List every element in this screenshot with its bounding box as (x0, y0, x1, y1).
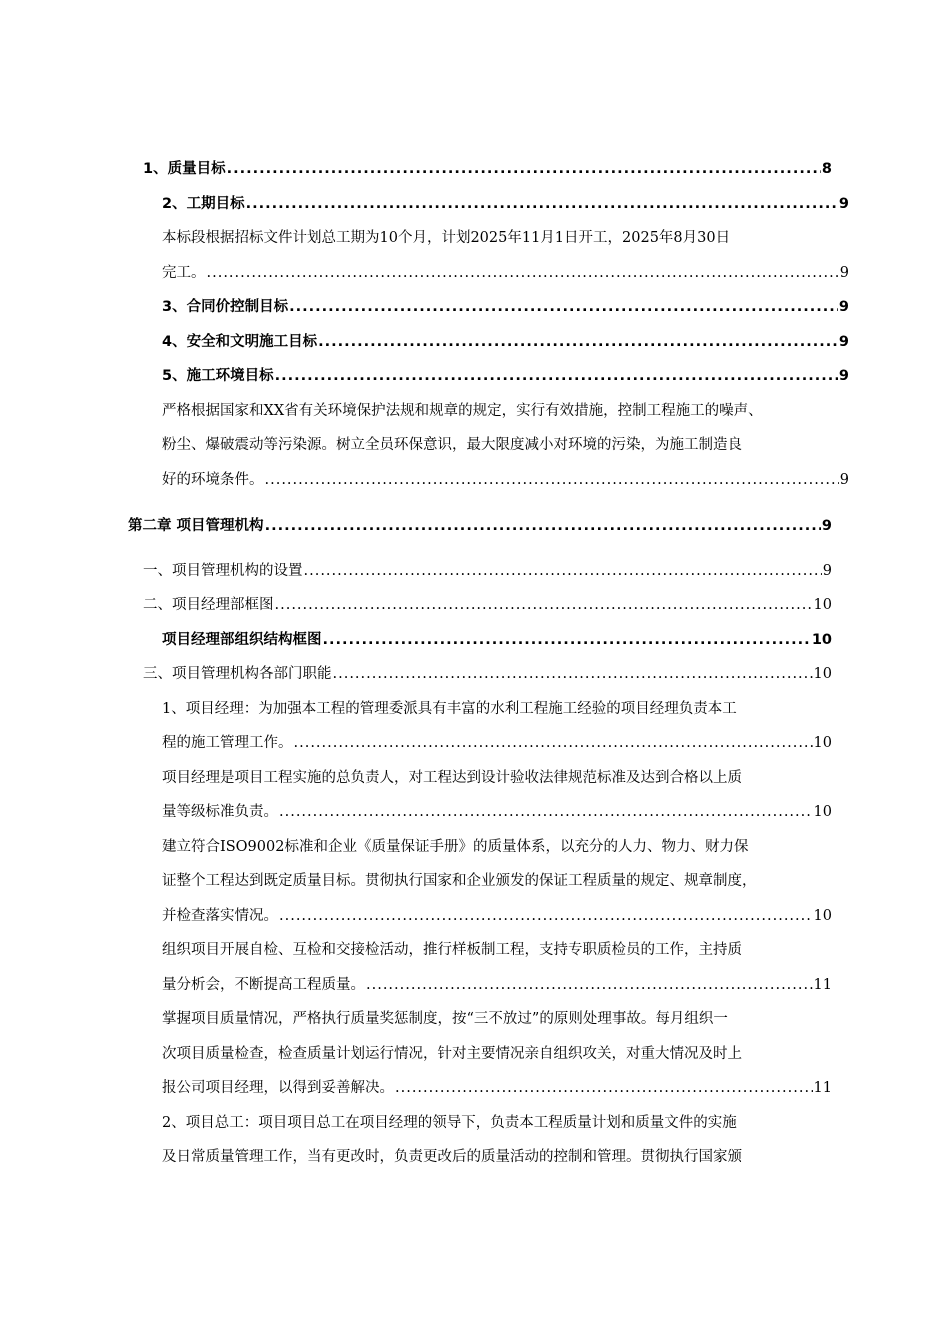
dot-leader (227, 152, 821, 187)
dot-leader (323, 623, 811, 658)
toc-label: 5、施工环境目标 (162, 368, 274, 384)
toc-page-number: 10 (811, 631, 832, 648)
toc-entry[interactable] (0, 830, 950, 934)
toc-page-number: 9 (838, 299, 849, 315)
toc-label: 完工。 (162, 264, 206, 281)
toc-label: 报公司项目经理，以得到妥善解决。 (162, 1080, 394, 1096)
toc-label: 1、质量目标 (143, 161, 226, 177)
dot-leader (304, 554, 822, 589)
dot-leader (275, 588, 813, 623)
toc-page-number: 9 (822, 562, 832, 579)
toc-page-number: 10 (813, 804, 832, 820)
toc-entry[interactable] (0, 588, 950, 623)
dot-leader (318, 325, 838, 360)
toc-page-number: 9 (838, 368, 849, 384)
dot-leader (265, 463, 839, 498)
dot-leader (246, 187, 838, 222)
toc-text-line: 严格根据国家和XX省有关环境保护法规和规章的规定，实行有效措施，控制工程施工的噪声、 (162, 402, 763, 419)
toc-text-line: 组织项目开展自检、互检和交接检活动，推行样板制工程，支持专职质检员的工作，主持质 (162, 942, 742, 958)
toc-text-line: 项目经理是项目工程实施的总负责人，对工程达到设计验收法律规范标准及达到合格以上质 (162, 769, 742, 786)
toc-page-number: 9 (838, 333, 849, 350)
toc-label: 项目经理部组织结构框图 (162, 631, 322, 648)
toc-page-number: 9 (838, 195, 849, 212)
toc-entry[interactable] (0, 761, 950, 830)
toc-label: 程的施工管理工作。 (162, 735, 293, 751)
dot-leader (207, 256, 839, 291)
toc-entry[interactable] (0, 152, 950, 187)
toc-entry[interactable] (0, 657, 950, 692)
toc-label: 二、项目经理部框图 (143, 597, 274, 613)
toc-text-line: 建立符合ISO9002标准和企业《质量保证手册》的质量体系，以充分的人力、物力、财力保 (162, 838, 749, 855)
toc-text-line: 本标段根据招标文件计划总工期为10个月，计划2025年11月1日开工，2025年8月30日 (162, 230, 731, 246)
toc-entry[interactable] (0, 359, 950, 394)
dot-leader (279, 795, 813, 830)
toc-entry[interactable] (0, 692, 950, 761)
toc-text-line: 证整个工程达到既定质量目标。贯彻执行国家和企业颁发的保证工程质量的规定、规章制度， (162, 873, 757, 889)
toc-entry[interactable] (0, 1106, 950, 1175)
toc-label: 并检查落实情况。 (162, 907, 278, 924)
dot-leader (395, 1071, 813, 1106)
toc-entry[interactable] (0, 623, 950, 658)
toc-page-number: 10 (813, 597, 832, 613)
toc-text-line: 掌握项目质量情况，严格执行质量奖惩制度，按“三不放过”的原则处理事故。每月组织一 (162, 1011, 728, 1027)
toc-label: 量等级标准负责。 (162, 804, 278, 820)
toc-entry[interactable] (0, 290, 950, 325)
toc-page-number: 11 (813, 976, 832, 993)
dot-leader (294, 726, 813, 761)
toc-label: 三、项目管理机构各部门职能 (143, 666, 332, 682)
dot-leader (279, 899, 813, 934)
toc-chapter-entry[interactable] (0, 509, 950, 544)
toc-text-line: 1、项目经理：为加强本工程的管理委派具有丰富的水利工程施工经验的项目经理负责本工 (162, 700, 737, 717)
toc-page-number: 10 (813, 735, 832, 751)
toc-entry[interactable] (0, 554, 950, 589)
toc-entry[interactable] (0, 221, 950, 290)
toc-label: 好的环境条件。 (162, 471, 264, 488)
dot-leader (289, 290, 838, 325)
dot-leader (265, 509, 821, 544)
toc-page-number: 9 (839, 471, 849, 488)
toc-entry[interactable] (0, 933, 950, 1002)
toc-text-line: 次项目质量检查，检查质量计划运行情况，针对主要情况亲自组织攻关，对重大情况及时上 (162, 1045, 742, 1062)
dot-leader (333, 657, 813, 692)
toc-page-number: 10 (813, 666, 832, 682)
toc-text-line: 2、项目总工：项目项目总工在项目经理的领导下，负责本工程质量计划和质量文件的实施 (162, 1114, 737, 1131)
table-of-contents (0, 152, 950, 1175)
toc-page-number: 9 (821, 518, 832, 534)
toc-entry[interactable] (0, 325, 950, 360)
toc-label: 3、合同价控制目标 (162, 299, 289, 315)
toc-label: 量分析会，不断提高工程质量。 (162, 976, 365, 993)
toc-page-number: 8 (821, 161, 832, 177)
toc-text-line: 及日常质量管理工作，当有更改时，负责更改后的质量活动的控制和管理。贯彻执行国家颁 (162, 1149, 742, 1165)
toc-page-number: 9 (839, 264, 849, 281)
dot-leader (275, 359, 838, 394)
toc-label: 4、安全和文明施工目标 (162, 333, 318, 350)
toc-entry[interactable] (0, 394, 950, 498)
dot-leader (366, 968, 813, 1003)
toc-page-number: 10 (813, 907, 832, 924)
toc-label: 一、项目管理机构的设置 (143, 562, 303, 579)
toc-entry[interactable] (0, 187, 950, 222)
toc-label: 第二章 项目管理机构 (128, 518, 264, 534)
toc-label: 2、工期目标 (162, 195, 245, 212)
toc-entry[interactable] (0, 1002, 950, 1106)
toc-page-number: 11 (813, 1080, 832, 1096)
toc-text-line: 粉尘、爆破震动等污染源。树立全员环保意识，最大限度减小对环境的污染，为施工制造良 (162, 437, 742, 453)
